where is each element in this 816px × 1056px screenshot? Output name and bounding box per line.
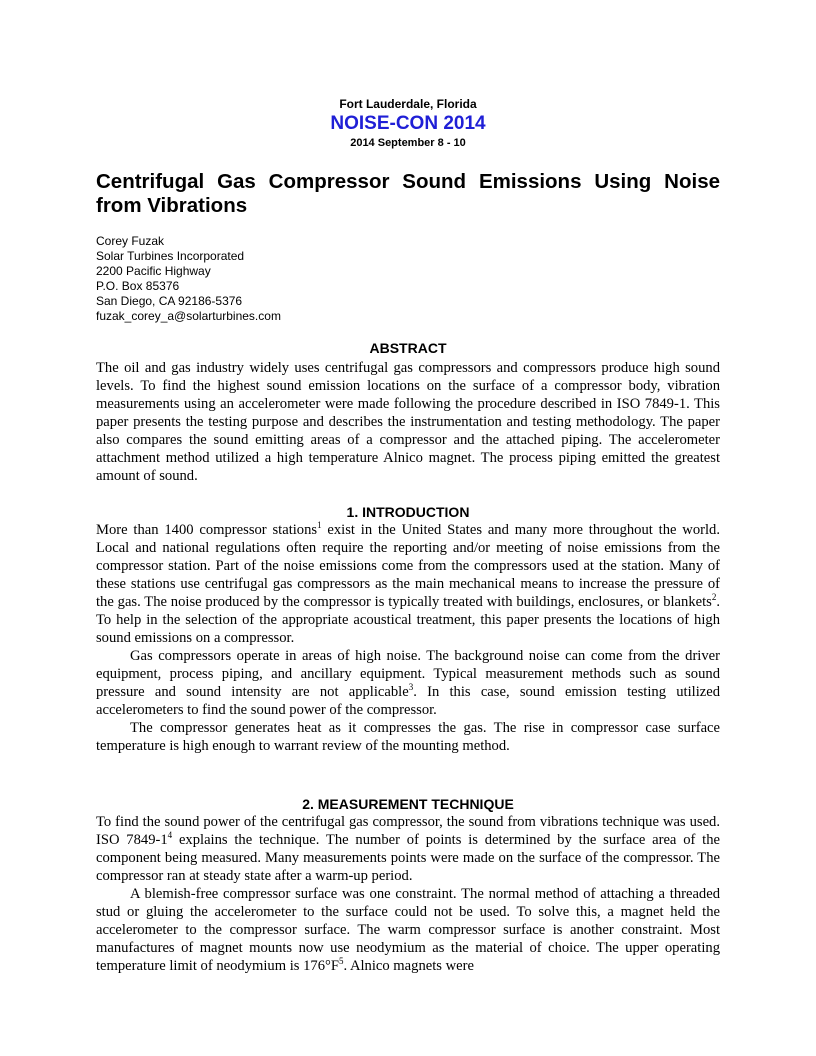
- abstract-paragraph: The oil and gas industry widely uses centrifugal gas compressors and compressors produce high sound levels. To find the highest sound emission locations on the surface of a compressor body, vibration measurements using an accelerometer were made following the procedure described in ISO 7849-1. This paper presents the testing purpose and describes the instrumentation and testing methodology. The paper also compares the sound emitting areas of a compressor and the attached piping. The accelerometer attachment method utilized a high temperature Alnico magnet. The process piping emitted the greatest amount of sound.: [96, 360, 720, 484]
- introduction-heading: 1. INTRODUCTION: [346, 504, 470, 520]
- author-po-box: P.O. Box 85376: [96, 279, 180, 293]
- measurement-paragraph-1: To find the sound power of the centrifugal gas compressor, the sound from vibrations technique was used. ISO $7849-1^4$ explains the technique. The number of points is determined by the surface area of the component being measured. Many measurements points were made on the surface of the compressor. The compressor ran at steady state after a warm-up period.: [96, 814, 720, 884]
- author-email: fuzak_corey_a@solarturbines.com: [96, 309, 281, 323]
- conference-name: NOISE-CON 2014: [330, 113, 486, 134]
- paper-title: Centrifugal Gas Compressor Sound Emissions Using Noise from Vibrations: [96, 170, 720, 217]
- footnote-ref: 2: [711, 592, 717, 603]
- author-company: Solar Turbines Incorporated: [96, 249, 245, 263]
- abstract-body: [96, 359, 720, 485]
- author-city: San Diego, CA 92186-5376: [96, 294, 243, 308]
- introduction-paragraph-3: The compressor generates heat as it compresses the gas. The rise in compressor case surface temperature is high enough to warrant review of the mounting method.: [96, 720, 720, 754]
- abstract-heading: ABSTRACT: [369, 340, 447, 356]
- introduction-paragraph-2: Gas compressors operate in areas of high noise. The background noise can come from the driver equipment, process piping, and ancillary equipment. Typical measurement methods such as sound pressure and sound intensity are not applicable$^3$. In this case, sound emission testing utilized accelerometers to find the sound power of the compressor.: [96, 648, 720, 718]
- conference-date: 2014 September 8 - 10: [350, 137, 466, 149]
- introduction-paragraph-1: More than 1400 compressor stations$^1$ exist in the United States and many more throughout the world. Local and national regulations often require the reporting and/or meeting of noise emissions from the compressor station. Part of the noise emissions come from the compressors used at the station. Many of these stations use centrifugal gas compressors as the main mechanical means to increase the pressure of the gas. The noise produced by the compressor is typically treated with buildings, enclosures, or blankets$^2$. To help in the selection of the appropriate acoustical treatment, this paper presents the locations of high sound emissions on a compressor.: [96, 520, 720, 646]
- measurement-body: [96, 813, 720, 975]
- footnote-ref: 4: [167, 830, 173, 841]
- footnote-ref: 1: [317, 520, 322, 531]
- measurement-paragraph-2: A blemish-free compressor surface was one constraint. The normal method of attaching a threaded stud or gluing the accelerometer to the surface could not be used. To solve this, a magnet held the accelerometer to the compressor surface. The warm compressor surface is another constraint. Most manufactures of magnet mounts now use neodymium as the material of choice. The upper operating temperature limit of neodymium is $176^\circ F^5$. Alnico magnets were: [96, 886, 720, 974]
- author-name: Corey Fuzak: [96, 234, 165, 248]
- measurement-heading: 2. MEASUREMENT TECHNIQUE: [302, 796, 514, 812]
- author-street: 2200 Pacific Highway: [96, 264, 211, 278]
- footnote-ref: 5: [338, 956, 344, 967]
- author-block: [96, 234, 281, 324]
- introduction-body: [96, 521, 720, 755]
- conference-location: Fort Lauderdale, Florida: [339, 97, 477, 111]
- footnote-ref: 3: [408, 682, 414, 693]
